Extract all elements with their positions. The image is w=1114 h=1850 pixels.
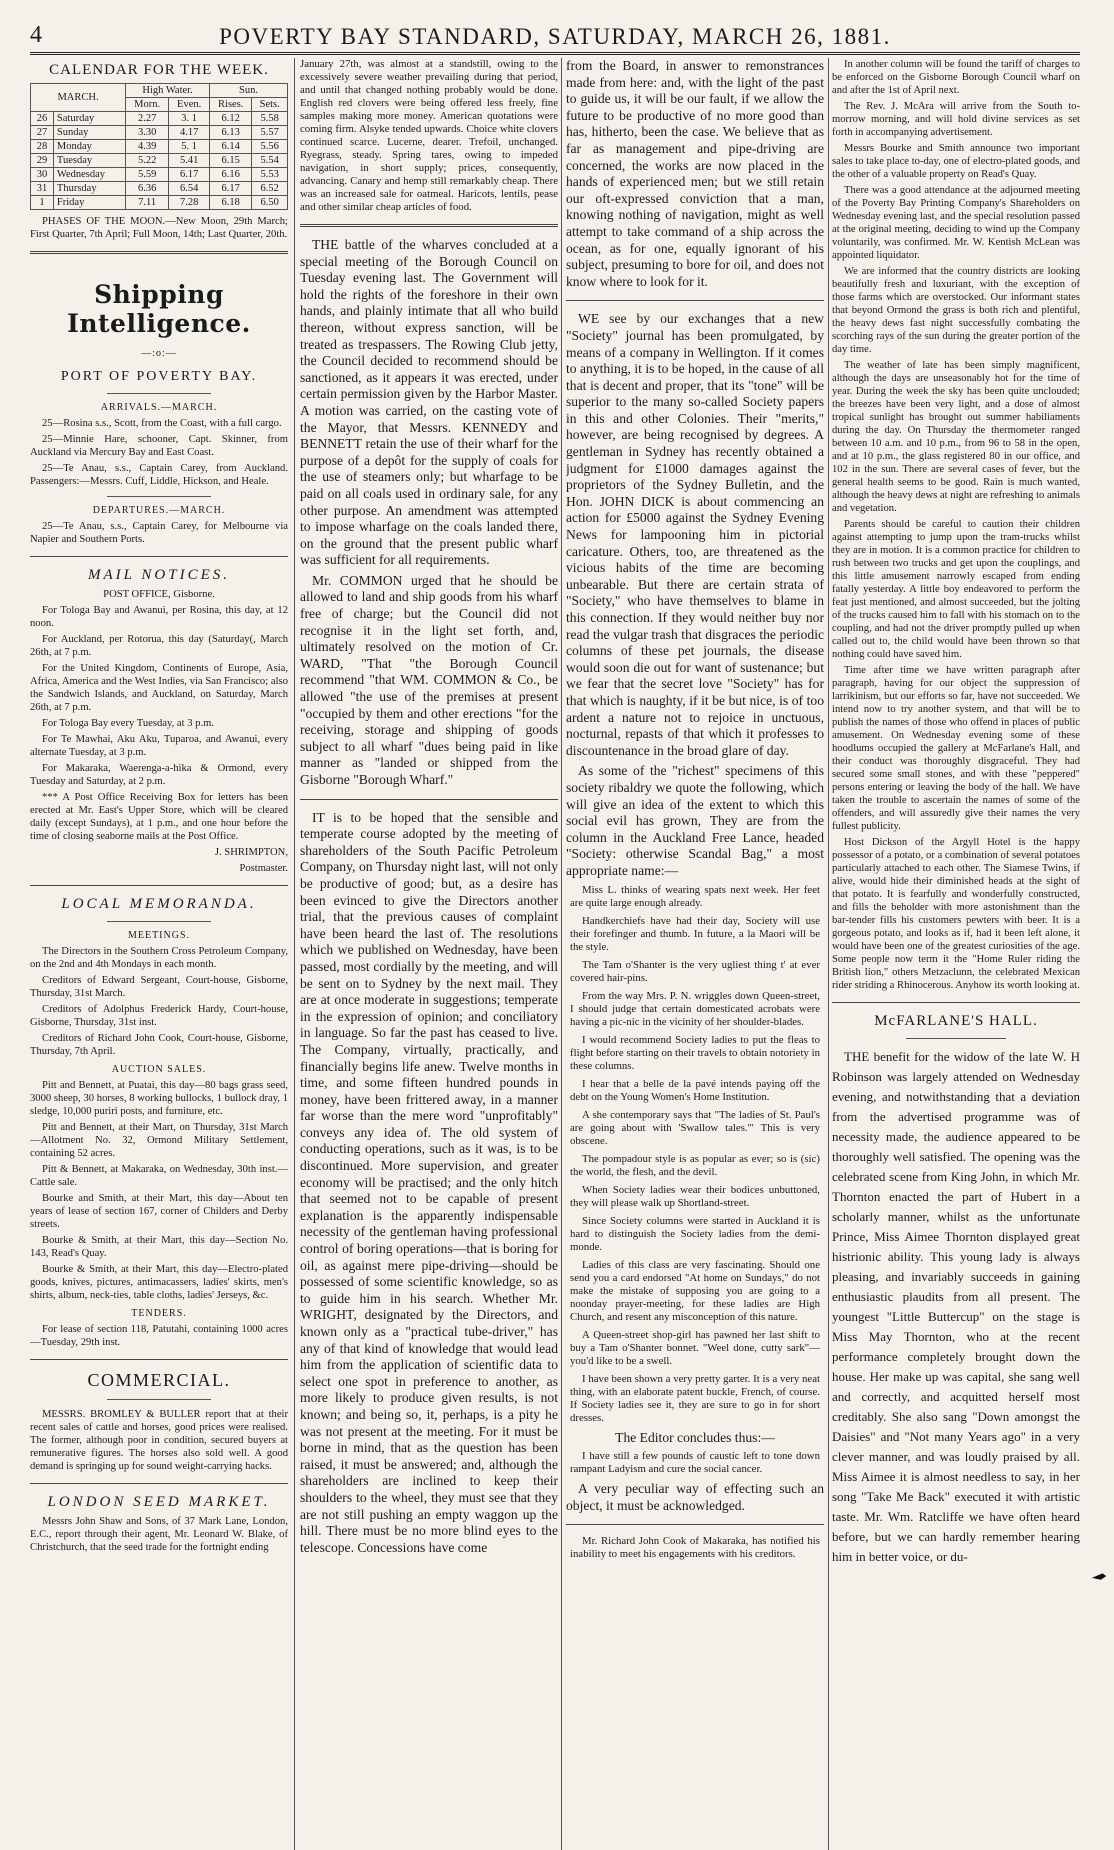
calendar-cell-e: 7.28 — [169, 196, 210, 210]
sun-header: Sun. — [210, 84, 288, 98]
morn-header: Morn. — [126, 98, 169, 112]
calendar-cell-s: 5.56 — [252, 140, 288, 154]
calendar-cell-r: 6.16 — [210, 168, 252, 182]
divider — [107, 1399, 210, 1400]
quote-paragraph: I have been shown a very pretty garter. It is a very neat thing, with an elaborate patent buckle, French, of course. If Society ladies see it, they are sure to go in for short dresses. — [570, 1372, 820, 1424]
quote-paragraph: I would recommend Society ladies to put the fleas to flight before starting on their travels to obtain notoriety in these columns. — [570, 1033, 820, 1072]
calendar-cell-day: Monday — [53, 140, 125, 154]
calendar-cell-d: 27 — [31, 126, 54, 140]
news-paragraph: In another column will be found the tariff of charges to be enforced on the Gisborne Borough Council wharf on and after the 1st of April next. — [832, 59, 1080, 96]
meeting-entry: Creditors of Edward Sergeant, Court-house, Gisborne, Thursday, 31st March. — [30, 975, 288, 999]
wharves-article — [300, 237, 558, 789]
editor-quote: I have still a few pounds of caustic left to tone down rampant Ladyism and cure the social cancer. — [570, 1450, 820, 1476]
calendar-cell-s: 5.53 — [252, 168, 288, 182]
mail-signature: J. SHRIMPTON, — [214, 847, 288, 858]
column-2 — [300, 58, 558, 1850]
auctions-list — [30, 1079, 288, 1302]
seed-title: LONDON SEED MARKET. — [47, 1494, 271, 1510]
petroleum-continued: from the Board, in answer to remonstrances made from here: and, with the light of the past to guide us, it will be our fault, if we allow the future to be productive of no more good than has, hitherto, been the case. We believe that as far as management and pipe-driving are concerned, the works are now placed in the hands of experienced men; but we still retain our oft-expressed conviction that a man, knowing nothing of navigation, might as well attempt to take command of a ship across the ocean, as for one, equally ignorant of his subject, presuming to bore for oil, and does not know where to look for it. — [566, 58, 824, 289]
divider — [832, 1002, 1080, 1003]
calendar-cell-day: Saturday — [53, 112, 125, 126]
calendar-cell-m: 5.59 — [126, 168, 169, 182]
mail-entry: For Makaraka, Waerenga-a-hika & Ormond, every Tuesday and Saturday, at 2 p.m. — [30, 763, 288, 787]
calendar-cell-r: 6.13 — [210, 126, 252, 140]
hall-article: THE benefit for the widow of the late W. H Robinson was largely attended on Wednesday evening, and notwithstanding that a deviation from the advertised programme was of necessity made, the audience appeared to be thoroughly well satisfied. The opening was the celebrated scene from King John, in which Mr. Thornton enacted the part of Hubert in a scholarly manner, whilst as the unfortunate Prince, Miss Aimee Thornton displayed great histrionic ability. This young lady is always pleasing, and invariably succeeds in gaining enthusiastic plaudits from all present. The youngest "Little Buttercup" on the stage is Miss May Thornton, who at the recent performance completely brought down the house. Her make up was capital, she sang well and correctly, and acquitted herself most creditably. She also sang "Down amongst the Daisies" and "Not many Years ago" in a very clever manner, and was loudly praised by all. Miss Aimee it is almost needless to say, in her song "Take Me Back" executed it with artistic taste. Mr. Wm. Ratcliffe we have often heard before, but we can hardly remember hearing him in better voice, or du- — [832, 1049, 1080, 1564]
quote-paragraph: Handkerchiefs have had their day, Society will use their forefinger and thumb. In future, a la Maori will be the style. — [570, 914, 820, 953]
commercial-title: COMMERCIAL. — [87, 1370, 231, 1390]
calendar-cell-s: 6.52 — [252, 182, 288, 196]
auction-entry: Pitt and Bennett, at their Mart, on Thursday, 31st March—Allotment No. 32, Ormond Military Settlement, containing 52 acres. — [30, 1122, 288, 1159]
article-paragraph: THE battle of the wharves concluded at a special meeting of the Borough Council on Tuesday evening last. The Government will hold the rights of the foreshore in their own hands, and plainly intimate that all who build thereon, without express sanction, will be treated as trespassers. The Rowing Club jetty, the Council decided to recommend should be sanctioned, as it appears it was erected, under certain permission given by the Harbor Master. A motion was carried, on the casting vote of the Mayor, that Messrs. KENNEDY and BENNETT retain the use of their wharf for the purpose of a depôt for the supply of coals for the use of steamers only; but wharfage to be paid on all coals used in ordinary sale, for any other purpose. An amendment was attempted to impose wharfage on the coals landed there, on the ground that the present public wharf was sufficient for all requirements. — [300, 237, 558, 568]
quote-paragraph: Ladies of this class are very fascinating. Should one send you a card endorsed "At home on Sundays," do not make the mistake of supposing you are going to a noonday prayer-meeting, for these ladies are High Church, and resent any misconception of this nature. — [570, 1258, 820, 1323]
calendar-cell-e: 3. 1 — [169, 112, 210, 126]
calendar-cell-day: Friday — [53, 196, 125, 210]
calendar-cell-day: Wednesday — [53, 168, 125, 182]
mail-entry: For the United Kingdom, Continents of Europe, Asia, Africa, America and the West Indies, via San Francisco; also the Sandwich Islands, and Auckland, on Saturday, March 26th, at 7 p.m. — [30, 663, 288, 713]
calendar-cell-m: 6.36 — [126, 182, 169, 196]
calendar-cell-e: 5. 1 — [169, 140, 210, 154]
rises-header: Rises. — [210, 98, 252, 112]
calendar-cell-day: Sunday — [53, 126, 125, 140]
ornament: —:o:— — [141, 348, 177, 359]
calendar-row — [31, 126, 288, 140]
moon-phases: PHASES OF THE MOON.—New Moon, 29th March; First Quarter, 7th April; Full Moon, 14th; Last Quarter, 20th. — [30, 216, 288, 240]
mail-title: MAIL NOTICES. — [87, 567, 231, 583]
divider — [107, 921, 210, 922]
port-title: PORT OF POVERTY BAY. — [60, 369, 258, 384]
calendar-cell-s: 5.54 — [252, 154, 288, 168]
tenders-title: TENDERS. — [131, 1308, 187, 1319]
column-rule — [561, 58, 562, 1850]
seed-text-continued: January 27th, was almost at a standstill, owing to the excessively severe weather prevailing during that period, and until that changed nothing probably would be done. English red clovers were being offered less freely, fine samples making more money. American quotations were coming firm. Alsyke tended upwards. Choice white clovers continued scarce. Lucerne, dearer. Trefoil, unchanged. Ryegrass, steady. Spring tares, owing to impeded navigation, in short supply; prices, consequently, advancing. Canary and hemp still remarkably cheap. There was an increased sale for oatmeal. Haricots, lentils, pease and other similar cheap articles of food. — [300, 58, 558, 213]
calendar-cell-d: 30 — [31, 168, 54, 182]
calendar-cell-e: 5.41 — [169, 154, 210, 168]
even-header: Even. — [169, 98, 210, 112]
auction-title: AUCTION SALES. — [111, 1064, 207, 1075]
calendar-cell-d: 29 — [31, 154, 54, 168]
divider — [107, 393, 210, 394]
divider — [30, 1483, 288, 1484]
calendar-cell-e: 4.17 — [169, 126, 210, 140]
news-paragraph: There was a good attendance at the adjourned meeting of the Poverty Bay Printing Company's Shareholders on Wednesday evening last, and the special resolution passed at the original meeting, deciding to wind up the Company voluntarily, was confirmed. Mr. W. Kentish McLean was appointed liquidator. — [832, 185, 1080, 261]
calendar-cell-e: 6.54 — [169, 182, 210, 196]
seed-text: Messrs John Shaw and Sons, of 37 Mark Lane, London, E.C., report through their agent, Mr. Leonard W. Blake, of Christchurch, that the seed trade for the fortnight ending — [30, 1516, 288, 1553]
calendar-cell-s: 5.57 — [252, 126, 288, 140]
high-water-header: High Water. — [126, 84, 210, 98]
calendar-cell-s: 6.50 — [252, 196, 288, 210]
divider — [30, 1359, 288, 1360]
news-paragraph: Parents should be careful to caution their children against attempting to jump upon the tram-trucks whilst they are in motion. It is a common practice for children to rush between two trucks and get upon the couplings, and this little amusement narrowly escaped from ending fatally yesterday. A little boy endeavored to perform the feat just mentioned, and almost succeeded, but the jolting of the trucks caused him to fall with his stomach on to the coupling, and had not the driver promptly pulled up when called out to, the child would have been thrown so that nothing could have saved him. — [832, 519, 1080, 660]
calendar-cell-m: 7.11 — [126, 196, 169, 210]
calendar-row — [31, 182, 288, 196]
departure-entry: 25—Te Anau, s.s., Captain Carey, for Melbourne via Napier and Southern Ports. — [30, 521, 288, 545]
arrival-entry: 25—Minnie Hare, schooner, Capt. Skinner, from Auckland via Mercury Bay and East Coast. — [30, 434, 288, 458]
arrival-entry: 25—Rosina s.s., Scott, from the Coast, with a full cargo. — [42, 418, 282, 429]
local-title: LOCAL MEMORANDA. — [61, 896, 257, 912]
calendar-cell-e: 6.17 — [169, 168, 210, 182]
news-paragraph: Messrs Bourke and Smith announce two important sales to take place to-day, one of electro-plated goods, and the other of a valuable property on Read's Quay. — [832, 143, 1080, 180]
calendar-cell-d: 31 — [31, 182, 54, 196]
quote-paragraph: A she contemporary says that "The ladies of St. Paul's are going about with 'Swallow tales.'" This is very obscene. — [570, 1108, 820, 1147]
news-paragraph: Host Dickson of the Argyll Hotel is the happy possessor of a potato, or a combination of several potatoes particularly attached to each other. The Siamese Twins, if alive, would hide their diminished heads at the sight of that potato. It is fearfully and wonderfully constructed, and fills the beholder with more astonishment than the bar-tender fills his customers pewters with beer. It is a gorgeous potato, and looks as if, had it been left alone, it would have been one of the greatest curiosities of the age. Some people now term it the "Home Ruler riding the British lion," others Metzaclunn, the celebrated Mexican rider striding a Rhinocerous. Anyhow its worth looking at. — [832, 837, 1080, 991]
meetings-title: MEETINGS. — [127, 930, 191, 941]
auction-entry: Bourke and Smith, at their Mart, this day—About ten years of lease of section 167, corner of Childers and Derby streets. — [30, 1193, 288, 1230]
quote-paragraph: I hear that a belle de la pavé intends paying off the debt on the Young Women's Home Institution. — [570, 1077, 820, 1103]
arrivals-title: ARRIVALS.—MARCH. — [100, 402, 218, 413]
divider — [107, 496, 210, 497]
meeting-entry: Creditors of Richard John Cook, Court-house, Gisborne, Thursday, 7th April. — [30, 1033, 288, 1057]
quote-paragraph: The Tam o'Shanter is the very ugliest thing t' at ever covered hair-pins. — [570, 958, 820, 984]
auction-entry: Bourke & Smith, at their Mart, this day—Section No. 143, Read's Quay. — [30, 1235, 288, 1259]
divider — [566, 1524, 824, 1525]
calendar-cell-s: 5.58 — [252, 112, 288, 126]
commercial-text: MESSRS. BROMLEY & BULLER report that at their recent sales of cattle and horses, good prices were realised. The former, although poor in condition, secured buyers at remunerative figures. The horses also sold well. A good demand is springing up for sound weight-carrying hacks. — [30, 1409, 288, 1472]
sets-header: Sets. — [252, 98, 288, 112]
article-paragraph: IT is to be hoped that the sensible and temperate course adopted by the meeting of shareholders of the South Pacific Petroleum Company, on Thursday night last, will not only be productive of good; but, as a desire has been evinced to give the Directors another trial, that the previous causes of complaint have been heard the last of. The resolutions which we published on Wednesday, have been passed, most cordially by the meeting, and will be sent on to Sydney by the next mail. They are at once moderate in suggestions; temperate in the expression of opinion; and conciliatory in language. So far the past has ceased to live. The Company, virtually, practically, and financially begins life anew. Twelve months in time, and some fifteen hundred pounds in money, have been frittered away, in a manner far worse than the mere word "unprofitably" conveys any idea of. The old system of conducting operations, such as it was, is to be discontinued. More supervision, and greater economy will be practised; and the only hitch that seemed not to be capable of present explanation is the apparently indispensable necessity of the gentleman having professional control of boring operations—that is boring for oil, as against mere pipe-driving—should be possessed of some scientific knowledge, so as to guide him in his search. Whether Mr. WRIGHT, designated by the Directors, and known only as a "practical tube-driver," has any of that kind of knowledge that would lead him from the application of scientific data to select one spot in preference to another, as more likely to produce given results, is not known; and being so, it, perhaps, is a pity he was not present at the meeting. For it must be borne in mind, that as the question has been raised, it must be answered; and, although the shareholders are inclined to keep their shoulders to the wheel, they must see that they are not still pushing an empty waggon up the hill. There must be no more blind eyes to the telescope. Concessions have come — [300, 809, 558, 1555]
calendar-cell-d: 26 — [31, 112, 54, 126]
article-paragraph: As some of the "richest" specimens of this society ribaldry we quote the following, which will give an idea of the extent to which this social evil has grown, They are from the column in the Auckland Free Lance, headed "Society: otherwise Scandal Bag," a most appropriate name:— — [566, 763, 824, 878]
masthead — [30, 22, 1080, 52]
mail-office: POST OFFICE, Gisborne. — [103, 589, 215, 600]
ink-mark-icon — [1090, 1568, 1108, 1586]
news-paragraph: We are informed that the country districts are looking beautifully fresh and luxuriant, with the exception of those farms which are overstocked. Our informant states that beyond Ormond the grass is both rich and plentiful, the heavy dews fast night successfully combating the scorching rays of the sun during the greater portion of the day time. — [832, 266, 1080, 355]
calendar-row — [31, 196, 288, 210]
article-paragraph: WE see by our exchanges that a new "Society" journal has been promulgated, by means of a company in Wellington. If it comes to anything, it is to be hoped, in the cause of all that is decent and proper, that its "tone" will be superior to the many so-called Society papers in this and other Colonies. Their "merits," however, are being recognised by degrees. A gentleman in Sydney has recently obtained a judgment for £1000 damages against the proprietors of the Sydney Bulletin, and the Hon. JOHN DICK is about commencing an action for £5000 against the Sydney Evening News for lampooning him in pictorial caricature. Others, too, are threatened as the vicious habits of the time are becoming unbearable. But there are certain strata of "Society," who have themselves to blame in this connection. If they would neither buy nor read the vulgar trash that disgraces the periodic columns of these pet journals, the disease would soon die out for want of sustenance; but we fear that the secret love "Society" has for that which is naughty, if it be but nice, is of too ardent a nature not to rejoice in unctuous, nocturnal, repasts of that which it professes to discountenance in the broad glare of day. — [566, 311, 824, 758]
divider — [566, 300, 824, 301]
column-rule — [294, 58, 295, 1850]
calendar-cell-r: 6.14 — [210, 140, 252, 154]
calendar-cell-r: 6.12 — [210, 112, 252, 126]
calendar-cell-m: 2.27 — [126, 112, 169, 126]
petroleum-article — [300, 810, 558, 1557]
quote-paragraph: When Society ladies wear their bodices unbuttoned, they will please walk up Shortland-street. — [570, 1183, 820, 1209]
quote-paragraph: Miss L. thinks of wearing spats next week. Her feet are quite large enough already. — [570, 883, 820, 909]
divider — [30, 251, 288, 254]
meeting-entry: The Directors in the Southern Cross Petroleum Company, on the 2nd and 4th Mondays in each month. — [30, 946, 288, 970]
departures-title: DEPARTURES.—MARCH. — [92, 505, 226, 516]
calendar-cell-day: Tuesday — [53, 154, 125, 168]
tenders-list — [30, 1323, 288, 1349]
mail-entry: For Tologa Bay and Awanui, per Rosina, this day, at 12 noon. — [30, 605, 288, 629]
meeting-entry: Creditors of Adolphus Frederick Hardy, Court-house, Gisborne, Thursday, 31st inst. — [30, 1004, 288, 1028]
auction-entry: Bourke & Smith, at their Mart, this day—Electro-plated goods, knives, pictures, antimacassers, ladies' skirts, men's shirts, album, neck-ties, table cloths, ladies' Jerseys, &c. — [30, 1264, 288, 1301]
mail-list — [30, 604, 288, 843]
local-paragraphs — [832, 58, 1080, 992]
column-3 — [566, 58, 824, 1850]
closing-remark: A very peculiar way of effecting such an object, it must be acknowledged. — [566, 1481, 824, 1513]
quote-paragraph: A Queen-street shop-girl has pawned her last shift to buy a Tam o'Shanter bonnet. "Weel done, cutty sark"—you'd like to be a swell. — [570, 1328, 820, 1367]
page-number: 4 — [30, 22, 42, 48]
calendar-cell-d: 1 — [31, 196, 54, 210]
calendar-row — [31, 140, 288, 154]
divider — [30, 885, 288, 886]
mail-entry: For Te Mawhai, Aku Aku, Tuparoa, and Awanui, every alternate Tuesday, at 3 p.m. — [30, 734, 288, 758]
mail-entry: For Auckland, per Rotorua, this day (Saturday(, March 26th, at 7 p.m. — [30, 634, 288, 658]
divider — [906, 1038, 1005, 1039]
calendar-cell-m: 4.39 — [126, 140, 169, 154]
news-paragraph: The weather of late has been simply magnificent, although the days are unseasonably hot for the time of year. During the week the sky has been quite unclouded; the breezes have been very light, and a dose of almost tropical sunlight has brought out summer habiliaments during the day. On Thursday the thermometer ranged between 10 a.m. and 10 p.m., from 96 to 58 in the open, and at 10 p.m., the glass registered 80 in our office, and 102 in the sun. There are several cases of fever, but the general health seems to be good. Rain is much wanted, although the heavy dews at night are refreshing to animals and vegetation. — [832, 360, 1080, 514]
quote-paragraph: From the way Mrs. P. N. wriggles down Queen-street, I should judge that certain domesticated acrobats were having a pic-nic in the vicinity of her shoulder-blades. — [570, 989, 820, 1028]
column-4 — [832, 58, 1080, 1850]
society-article — [566, 311, 824, 879]
quote-paragraph: The pompadour style is as popular as ever; so is (sic) the world, the flesh, and the devil. — [570, 1152, 820, 1178]
departures-list — [30, 520, 288, 546]
calendar-cell-m: 3.30 — [126, 126, 169, 140]
masthead-rule — [30, 52, 1080, 55]
calendar-cell-r: 6.18 — [210, 196, 252, 210]
shipping-title: Shipping Intelligence. — [67, 280, 251, 338]
arrivals-list — [30, 417, 288, 488]
auction-entry: Pitt & Bennett, at Makaraka, on Wednesday, 30th inst.—Cattle sale. — [30, 1164, 288, 1188]
hall-title: McFARLANE'S HALL. — [874, 1013, 1038, 1029]
calendar-cell-m: 5.22 — [126, 154, 169, 168]
column-1 — [30, 58, 288, 1850]
meetings-list — [30, 945, 288, 1058]
calendar-cell-r: 6.15 — [210, 154, 252, 168]
divider — [300, 799, 558, 800]
cook-notice: Mr. Richard John Cook of Makaraka, has notified his inability to meet his engagements with his creditors. — [570, 1535, 820, 1561]
quote-paragraph: Since Society columns were started in Auckland it is hard to distinguish the Society ladies from the demi-monde. — [570, 1214, 820, 1253]
society-quotes — [570, 884, 820, 1425]
arrival-entry: 25—Te Anau, s.s., Captain Carey, from Auckland. Passengers:—Messrs. Cuff, Liddle, Hickson, and Heale. — [30, 463, 288, 487]
editor-intro: The Editor concludes thus:— — [615, 1429, 775, 1445]
column-rule — [828, 58, 829, 1850]
article-paragraph: Mr. COMMON urged that he should be allowed to land and ship goods from his wharf free of charge; but the Council did not recognise it in the light set forth, and, ultimately resolved on the motion of Cr. WARD, "That "the Borough Council recommend "that WM. COMMON & Co., be allowed "the use of the premises at present "occupied by them and other erections "for the receiving, storage and shipping of goods subject to all wharf "dues being paid in like manner as "landed or shipped from the Gisborne "Borough Wharf." — [300, 572, 558, 787]
calendar-row — [31, 112, 288, 126]
month-header: MARCH. — [31, 84, 126, 112]
calendar-title: CALENDAR FOR THE WEEK. — [49, 62, 269, 78]
masthead-title: POVERTY BAY STANDARD, SATURDAY, MARCH 26, 1881. — [219, 24, 891, 49]
mail-signature-title: Postmaster. — [239, 863, 288, 874]
tender-entry: For lease of section 118, Patutahi, containing 1000 acres—Tuesday, 29th inst. — [30, 1324, 288, 1348]
calendar-cell-r: 6.17 — [210, 182, 252, 196]
calendar-row — [31, 168, 288, 182]
divider — [300, 224, 558, 227]
auction-entry: Pitt and Bennett, at Puatai, this day—80 bags grass seed, 3000 sheep, 30 horses, 8 working bullocks, 1 bullock dray, 1 sledge, 10,000 puriri posts, and furniture, etc. — [30, 1080, 288, 1117]
mail-entry: *** A Post Office Receiving Box for letters has been erected at Mr. East's Upper Store, which will be cleared daily (except Sundays), at 1 p.m., and one hour before the time of closing seaborne mails at the Post Office. — [30, 792, 288, 842]
news-paragraph: The Rev. J. McAra will arrive from the South to-morrow morning, and will hold divine services as set forth in accompanying advertisement. — [832, 101, 1080, 138]
mail-entry: For Tologa Bay every Tuesday, at 3 p.m. — [42, 718, 214, 729]
news-paragraph: Time after time we have written paragraph after paragraph, having for our object the suppression of larrikinism, but our efforts so far, have not succeeded. We intend now to try another system, and that will be to publish the names of those who offend in places of public amusement. On Wednesday evening some of these hoodlums occupied the gallery at McFarlane's Hall, and their conduct was thoroughly disgraceful. They had secured some small stones, and with these "peppered" persons entering or leaving the body of the hall. We have taken the trouble to ascertain the names of some of the offenders, and will assuredly give their names the very fullest publicity. — [832, 665, 1080, 832]
calendar-cell-d: 28 — [31, 140, 54, 154]
divider — [30, 556, 288, 557]
calendar-table — [30, 83, 288, 210]
calendar-cell-day: Thursday — [53, 182, 125, 196]
calendar-row — [31, 154, 288, 168]
